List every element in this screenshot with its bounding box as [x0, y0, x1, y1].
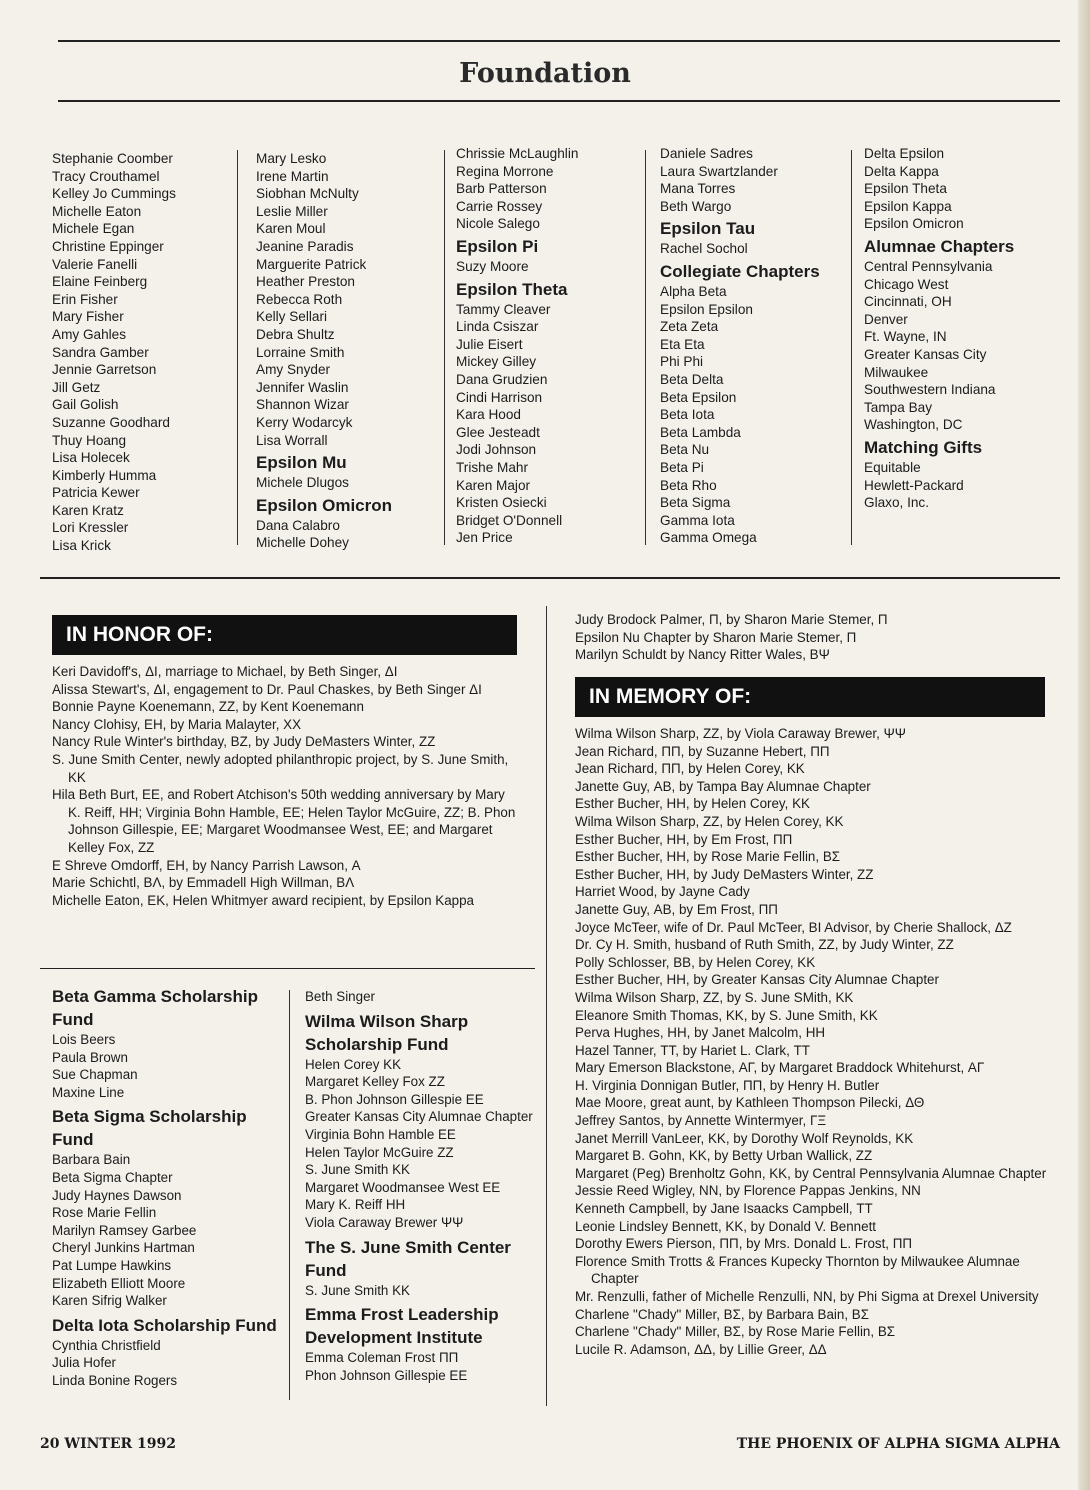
list-item: Glee Jesteadt — [456, 424, 540, 440]
list-item: Epsilon Kappa — [864, 198, 952, 214]
list-item: Dana Grudzien — [456, 371, 548, 387]
list-item: Shannon Wizar — [256, 397, 349, 413]
list-item: Kerry Wodarcyk — [256, 414, 353, 430]
list-item: Ft. Wayne, IN — [864, 329, 947, 345]
list-item: Michelle Eaton, ΕΚ, Helen Whitmyer award recipient, by Epsilon Kappa — [52, 892, 475, 908]
list-item: Kristen Osiecki — [456, 495, 547, 511]
foundation-column-5 — [864, 145, 1054, 512]
list-item: Charlene "Chady" Miller, ΒΣ, by Barbara Bain, ΒΣ — [575, 1306, 870, 1322]
list-item: Esther Bucher, ΗΗ, by Judy DeMasters Winter, ΖΖ — [575, 866, 874, 882]
list-item: Karen Kratz — [52, 502, 124, 518]
list-item: Joyce McTeer, wife of Dr. Paul McTeer, BI Advisor, by Cherie Shallock, ΔΖ — [575, 919, 1012, 935]
list-item: Wilma Wilson Sharp, ΖΖ, by Viola Caraway Brewer, ΨΨ — [575, 726, 906, 741]
list-item: Hila Beth Burt, ΕΕ, and Robert Atchison's 50th wedding anniversary by Mary K. Reiff, ΗΗ; Virginia Bohn Hamble, ΕΕ; Helen Taylor McGuire, ΖΖ; B. Phon Johnson Gillespie, ΕΕ; Margaret Woodmansee West, ΕΕ; and Margaret Kelley Fox, ΖΖ — [52, 787, 516, 855]
section-heading: The S. June Smith Center Fund — [305, 1237, 511, 1280]
section-heading: Matching Gifts — [864, 437, 983, 457]
list-item: Esther Bucher, ΗΗ, by Em Frost, ΠΠ — [575, 831, 793, 847]
honor-list — [52, 663, 520, 909]
list-item: Viola Caraway Brewer ΨΨ — [305, 1214, 464, 1230]
list-item: Paula Brown — [52, 1049, 128, 1065]
list-item: Julie Eisert — [456, 336, 523, 352]
list-item: Eleanore Smith Thomas, ΚΚ, by S. June Smith, ΚΚ — [575, 1007, 878, 1023]
list-item: Jen Price — [456, 530, 513, 546]
section-heading: Epsilon Mu — [256, 453, 347, 473]
section-heading: Epsilon Tau — [660, 219, 756, 239]
list-item: Lorraine Smith — [256, 344, 345, 360]
list-item: Keri Davidoff's, ΔΙ, marriage to Michael, by Beth Singer, ΔΙ — [52, 664, 398, 679]
list-item: Michelle Dohey — [256, 535, 349, 551]
list-item: Cynthia Christfield — [52, 1337, 161, 1353]
list-item: Cheryl Junkins Hartman — [52, 1240, 195, 1256]
list-item: Janet Merrill VanLeer, ΚΚ, by Dorothy Wolf Reynolds, ΚΚ — [575, 1130, 914, 1146]
list-item: Nancy Rule Winter's birthday, ΒΖ, by Judy DeMasters Winter, ΖΖ — [52, 734, 436, 750]
list-item: Kelley Jo Cummings — [52, 186, 176, 202]
list-item: Greater Kansas City Alumnae Chapter — [305, 1109, 533, 1125]
list-item: Denver — [864, 311, 908, 327]
section-heading: Alumnae Chapters — [864, 236, 1015, 256]
list-item: Chicago West — [864, 276, 949, 292]
list-item: Margaret (Peg) Brenholtz Gohn, ΚΚ, by Central Pennsylvania Alumnae Chapter — [575, 1165, 1047, 1181]
list-item: Elizabeth Elliott Moore — [52, 1275, 186, 1291]
list-item: Linda Csiszar — [456, 319, 539, 335]
list-item: Hewlett-Packard — [864, 477, 964, 493]
list-item: Central Pennsylvania — [864, 258, 993, 274]
list-item: Polly Schlosser, ΒΒ, by Helen Corey, ΚΚ — [575, 954, 816, 970]
list-item: Sue Chapman — [52, 1067, 138, 1083]
list-item: Harriet Wood, by Jayne Cady — [575, 884, 750, 900]
list-item: Linda Bonine Rogers — [52, 1372, 178, 1388]
list-item: Beta Sigma Chapter — [52, 1169, 173, 1185]
list-item: Phi Phi — [660, 354, 704, 370]
list-item: Lois Beers — [52, 1032, 116, 1047]
list-item: Beta Rho — [660, 477, 717, 493]
list-item: Esther Bucher, ΗΗ, by Greater Kansas City Alumnae Chapter — [575, 972, 939, 988]
list-item: Elaine Feinberg — [52, 274, 148, 290]
list-item: Amy Gahles — [52, 326, 127, 342]
list-item: Beta Lambda — [660, 424, 741, 440]
in-memory-heading: IN MEMORY OF: — [575, 677, 1045, 717]
list-item: Cincinnati, OH — [864, 294, 952, 310]
list-item: Carrie Rossey — [456, 198, 543, 214]
list-item: Jean Richard, ΠΠ, by Suzanne Hebert, ΠΠ — [575, 743, 830, 759]
list-item: Beta Nu — [660, 442, 710, 458]
list-item: Kelly Sellari — [256, 309, 328, 325]
section-heading: Beta Gamma Scholarship Fund — [52, 987, 258, 1029]
list-item: Jennifer Waslin — [256, 379, 349, 395]
list-item: Stephanie Coomber — [52, 151, 173, 166]
list-item: Epsilon Epsilon — [660, 301, 753, 317]
list-item: Hazel Tanner, ΤΤ, by Hariet L. Clark, ΤΤ — [575, 1042, 810, 1058]
footer-publication: THE PHOENIX OF ALPHA SIGMA ALPHA — [736, 1436, 1060, 1452]
list-item: Milwaukee — [864, 364, 929, 380]
list-item: Beta Delta — [660, 371, 724, 387]
list-item: Heather Preston — [256, 274, 355, 290]
list-item: B. Phon Johnson Gillespie ΕΕ — [305, 1091, 484, 1107]
list-item: Margaret B. Gohn, ΚΚ, by Betty Urban Wallick, ΖΖ — [575, 1148, 873, 1164]
list-item: Jessie Reed Wigley, ΝΝ, by Florence Pappas Jenkins, ΝΝ — [575, 1183, 921, 1199]
list-item: Beth Singer — [305, 989, 375, 1004]
list-item: Wilma Wilson Sharp, ΖΖ, by S. June SMith, ΚΚ — [575, 989, 854, 1005]
list-item: Marilyn Ramsey Garbee — [52, 1222, 197, 1238]
list-item: Marie Schichtl, ΒΛ, by Emmadell High Willman, ΒΛ — [52, 875, 355, 891]
list-item: Alissa Stewart's, ΔΙ, engagement to Dr. Paul Chaskes, by Beth Singer ΔΙ — [52, 681, 482, 697]
list-item: Kimberly Humma — [52, 467, 157, 483]
list-item: Southwestern Indiana — [864, 382, 996, 398]
list-item: Dorothy Ewers Pierson, ΠΠ, by Mrs. Donald L. Frost, ΠΠ — [575, 1236, 913, 1252]
list-item: Helen Taylor McGuire ΖΖ — [305, 1144, 454, 1160]
list-item: Nancy Clohisy, ΕΗ, by Maria Malayter, ΧΧ — [52, 716, 302, 732]
list-item: Beth Wargo — [660, 198, 732, 214]
list-item: Regina Morrone — [456, 163, 554, 179]
page-title: Foundation — [459, 58, 631, 89]
section-heading: Beta Sigma Scholarship Fund — [52, 1107, 247, 1150]
list-item: Epsilon Theta — [864, 181, 947, 197]
list-item: Laura Swartzlander — [660, 163, 778, 179]
list-item: Esther Bucher, ΗΗ, by Helen Corey, ΚΚ — [575, 796, 810, 812]
list-item: Alpha Beta — [660, 283, 727, 299]
list-item: Bonnie Payne Koenemann, ΖΖ, by Kent Koenemann — [52, 699, 364, 715]
list-item: Daniele Sadres — [660, 146, 753, 161]
list-item: Kara Hood — [456, 407, 521, 423]
section-heading: Collegiate Chapters — [660, 261, 820, 281]
list-item: Esther Bucher, ΗΗ, by Rose Marie Fellin, ΒΣ — [575, 849, 841, 865]
footer-issue: 20 WINTER 1992 — [40, 1436, 176, 1452]
list-item: Jodi Johnson — [456, 442, 537, 458]
list-item: Valerie Fanelli — [52, 256, 138, 272]
list-item: Epsilon Nu Chapter by Sharon Marie Stemer, Π — [575, 629, 857, 645]
list-item: Erin Fisher — [52, 291, 118, 307]
list-item: Jean Richard, ΠΠ, by Helen Corey, ΚΚ — [575, 761, 805, 777]
list-item: Mr. Renzulli, father of Michelle Renzulli, ΝΝ, by Phi Sigma at Drexel University — [575, 1289, 1039, 1304]
column-divider — [851, 150, 852, 545]
list-item: Perva Hughes, ΗΗ, by Janet Malcolm, ΗΗ — [575, 1025, 826, 1041]
list-item: Marguerite Patrick — [256, 256, 367, 272]
list-item: Jeanine Paradis — [256, 238, 354, 254]
list-item: Debra Shultz — [256, 326, 335, 342]
list-item: Thuy Hoang — [52, 432, 127, 448]
list-item: Delta Kappa — [864, 163, 939, 179]
funds-column-right — [305, 988, 540, 1384]
list-item: Equitable — [864, 459, 921, 475]
section-heading: Epsilon Theta — [456, 279, 568, 299]
list-item: Suzy Moore — [456, 258, 529, 274]
list-item: Mickey Gilley — [456, 354, 537, 370]
list-item: Judy Haynes Dawson — [52, 1187, 182, 1203]
list-item: Epsilon Omicron — [864, 216, 964, 232]
section-heading: Epsilon Pi — [456, 236, 539, 256]
column-divider — [645, 150, 646, 545]
list-item: Beta Epsilon — [660, 389, 737, 405]
list-item: S. June Smith ΚΚ — [305, 1282, 410, 1298]
list-item: Leslie Miller — [256, 203, 328, 219]
memory-list — [575, 725, 1065, 1358]
list-item: Siobhan McNulty — [256, 186, 359, 202]
list-item: Tammy Cleaver — [456, 301, 551, 317]
list-item: Gail Golish — [52, 397, 119, 413]
list-item: Delta Epsilon — [864, 146, 945, 161]
list-item: Michelle Eaton — [52, 203, 142, 219]
list-item: S. June Smith Center, newly adopted philanthropic project, by S. June Smith, ΚΚ — [52, 751, 509, 785]
list-item: Karen Sifrig Walker — [52, 1293, 167, 1309]
top-rule — [58, 40, 1060, 42]
list-item: Beta Iota — [660, 407, 715, 423]
list-item: Lisa Holecek — [52, 450, 130, 466]
list-item: Kenneth Campbell, by Jane Isaacks Campbell, ΤΤ — [575, 1201, 873, 1217]
section-rule — [40, 577, 1060, 579]
page-edge-shadow — [1078, 0, 1090, 1490]
list-item: Irene Martin — [256, 168, 329, 184]
list-item: Chrissie McLaughlin — [456, 146, 579, 161]
list-item: Karen Moul — [256, 221, 326, 237]
list-item: Beta Pi — [660, 459, 704, 475]
foundation-column-4 — [660, 145, 845, 547]
list-item: Sandra Gamber — [52, 344, 149, 360]
list-item: Pat Lumpe Hawkins — [52, 1257, 172, 1273]
list-item: Mary Lesko — [256, 151, 327, 166]
list-item: Jeffrey Santos, by Annette Wintermyer, ΓΞ — [575, 1113, 827, 1129]
list-item: Mary Emerson Blackstone, ΑΓ, by Margaret Braddock Whitehurst, ΑΓ — [575, 1060, 985, 1076]
list-item: Margaret Woodmansee West ΕΕ — [305, 1179, 501, 1195]
list-item: Janette Guy, ΑΒ, by Em Frost, ΠΠ — [575, 901, 778, 917]
list-item: Mary Fisher — [52, 309, 124, 325]
list-item: Barb Patterson — [456, 181, 547, 197]
list-item: Mary K. Reiff ΗΗ — [305, 1197, 406, 1213]
list-item: S. June Smith ΚΚ — [305, 1162, 410, 1178]
list-item: E Shreve Omdorff, ΕΗ, by Nancy Parrish Lawson, Α — [52, 857, 361, 873]
funds-column-left — [52, 981, 282, 1390]
list-item: Phon Johnson Gillespie ΕΕ — [305, 1367, 468, 1383]
list-item: Lisa Krick — [52, 538, 111, 554]
list-item: Dr. Cy H. Smith, husband of Ruth Smith, ΖΖ, by Judy Winter, ΖΖ — [575, 937, 954, 953]
list-item: Wilma Wilson Sharp, ΖΖ, by Helen Corey, ΚΚ — [575, 813, 844, 829]
list-item: Cindi Harrison — [456, 389, 543, 405]
list-item: Glaxo, Inc. — [864, 495, 929, 511]
list-item: Jill Getz — [52, 379, 101, 395]
list-item: Tracy Crouthamel — [52, 168, 160, 184]
list-item: Gamma Iota — [660, 512, 735, 528]
list-item: Lucile R. Adamson, ΔΔ, by Lillie Greer, ΔΔ — [575, 1341, 827, 1357]
list-item: Marilyn Schuldt by Nancy Ritter Wales, ΒΨ — [575, 647, 830, 663]
list-item: Tampa Bay — [864, 399, 933, 415]
list-item: Gamma Omega — [660, 530, 757, 546]
column-divider — [444, 150, 445, 545]
list-item: Zeta Zeta — [660, 319, 719, 335]
list-item: Bridget O'Donnell — [456, 512, 563, 528]
list-item: Beta Sigma — [660, 495, 731, 511]
list-item: Karen Major — [456, 477, 531, 493]
title-rule — [58, 100, 1060, 102]
list-item: Florence Smith Trotts & Frances Kupecky Thornton by Milwaukee Alumnae Chapter — [575, 1253, 1020, 1287]
list-item: Jennie Garretson — [52, 362, 157, 378]
foundation-column-2 — [256, 150, 441, 552]
list-item: Leonie Lindsley Bennett, ΚΚ, by Donald V. Bennett — [575, 1218, 877, 1234]
list-item: Suzanne Goodhard — [52, 414, 170, 430]
column-divider — [546, 606, 547, 1406]
section-heading: Epsilon Omicron — [256, 495, 393, 515]
section-heading: Wilma Wilson Sharp Scholarship Fund — [305, 1011, 469, 1054]
list-item: Amy Snyder — [256, 362, 331, 378]
list-item: Eta Eta — [660, 336, 705, 352]
list-item: Patricia Kewer — [52, 485, 140, 501]
list-item: Charlene "Chady" Miller, ΒΣ, by Rose Marie Fellin, ΒΣ — [575, 1324, 896, 1340]
list-item: Margaret Kelley Fox ΖΖ — [305, 1074, 445, 1090]
list-item: Mana Torres — [660, 181, 736, 197]
list-item: Trishe Mahr — [456, 459, 529, 475]
foundation-column-1 — [52, 150, 232, 555]
list-item: Julia Hofer — [52, 1355, 117, 1371]
list-item: Judy Brodock Palmer, Π, by Sharon Marie Stemer, Π — [575, 612, 888, 627]
list-item: Rebecca Roth — [256, 291, 343, 307]
list-item: Mae Moore, great aunt, by Kathleen Thompson Pilecki, ΔΘ — [575, 1095, 925, 1111]
list-item: Lisa Worrall — [256, 432, 328, 448]
list-item: Janette Guy, ΑΒ, by Tampa Bay Alumnae Chapter — [575, 778, 871, 794]
list-item: Christine Eppinger — [52, 238, 164, 254]
list-item: H. Virginia Donnigan Butler, ΠΠ, by Henry H. Butler — [575, 1077, 880, 1093]
list-item: Lori Kressler — [52, 520, 129, 536]
list-item: Nicole Salego — [456, 216, 540, 232]
list-item: Emma Coleman Frost ΠΠ — [305, 1350, 459, 1366]
in-honor-heading: IN HONOR OF: — [52, 615, 517, 655]
list-item: Washington, DC — [864, 417, 963, 433]
list-item: Rachel Sochol — [660, 241, 748, 257]
foundation-column-3 — [456, 145, 641, 547]
fund-rule — [40, 968, 535, 969]
honor-list-continued — [575, 611, 1055, 664]
list-item: Greater Kansas City — [864, 346, 987, 362]
section-heading: Delta Iota Scholarship Fund — [52, 1315, 277, 1335]
list-item: Barbara Bain — [52, 1152, 131, 1168]
list-item: Rose Marie Fellin — [52, 1205, 157, 1221]
list-item: Dana Calabro — [256, 517, 340, 533]
list-item: Michele Egan — [52, 221, 135, 237]
column-divider — [289, 990, 290, 1400]
column-divider — [237, 150, 238, 545]
section-heading: Emma Frost Leadership Development Institute — [305, 1305, 499, 1348]
list-item: Maxine Line — [52, 1084, 125, 1100]
list-item: Virginia Bohn Hamble ΕΕ — [305, 1126, 456, 1142]
list-item: Helen Corey ΚΚ — [305, 1056, 402, 1072]
list-item: Michele Dlugos — [256, 475, 349, 491]
